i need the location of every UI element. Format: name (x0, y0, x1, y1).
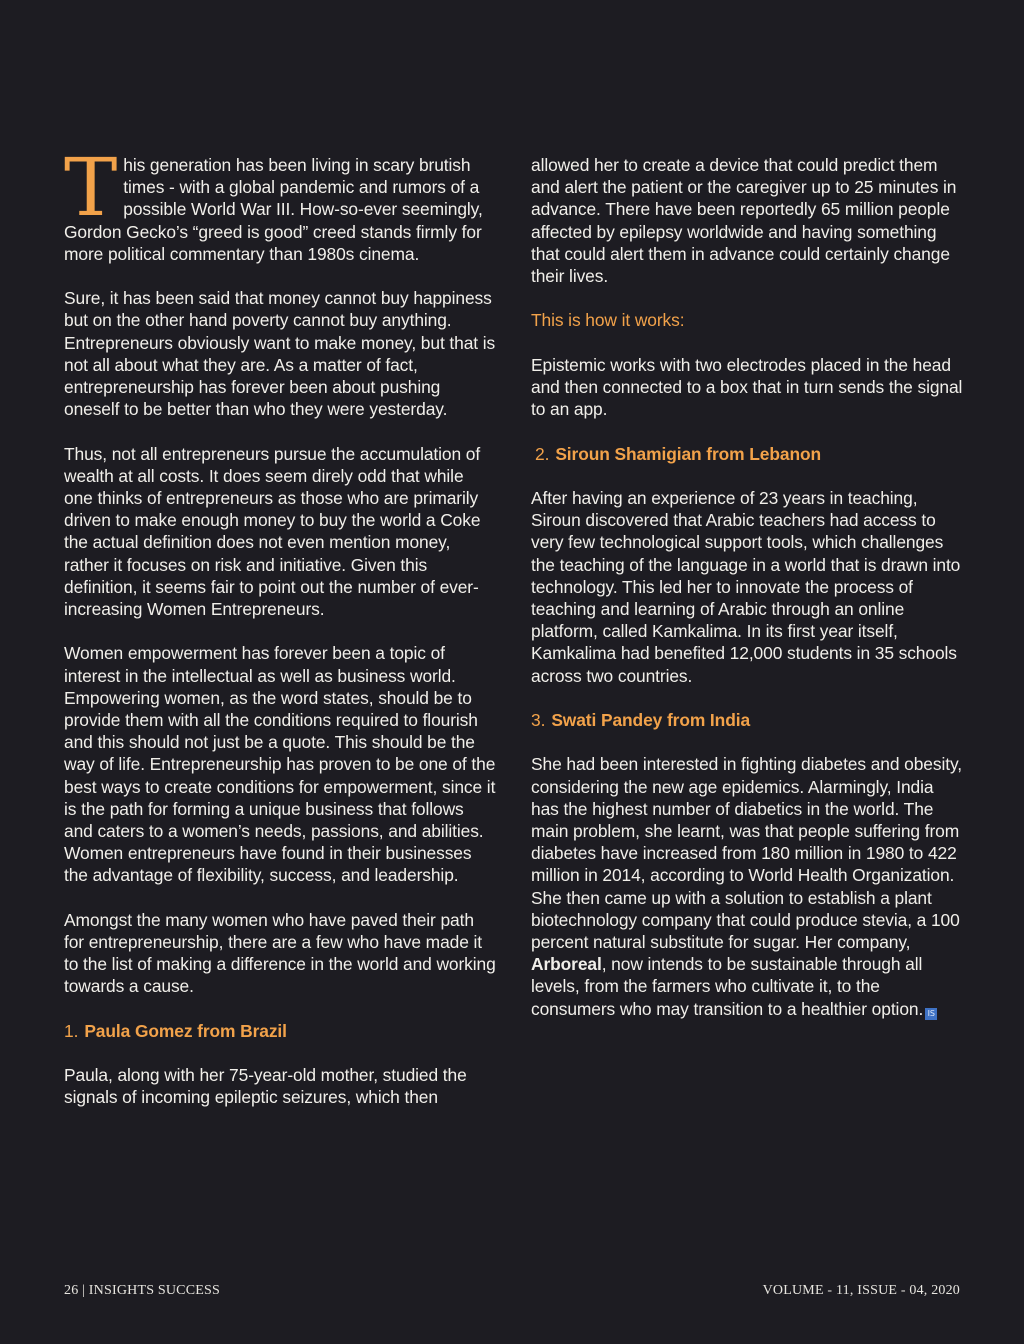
paragraph-swati-text-b: , now intends to be sustainable through all levels, from the farmers who cultivate it, to the consumers who may transition to a healthier option. (531, 954, 924, 1019)
how-it-works-label: This is how it works: (531, 310, 685, 331)
page-footer-left: 26 | INSIGHTS SUCCESS (64, 1283, 220, 1298)
paragraph-siroun: After having an experience of 23 years in teaching, Siroun discovered that Arabic teachers had access to very few technological support tools, which challenges the teaching of the language in a world that is drawn into technology. This led her to innovate the process of teaching and learning of Arabic through an online platform, called Kamkalima. In its first year itself, Kamkalima had benefited 12,000 students in 35 schools across two countries. (531, 487, 961, 686)
heading-siroun-shamigian (531, 443, 965, 465)
drop-cap: T (64, 141, 118, 234)
heading-number: 3. (531, 710, 546, 730)
paragraph-swati-text-a: She had been interested in fighting diabetes and obesity, considering the new age epidemics. Alarmingly, India has the highest number of diabetics in the world. The main problem, she learnt, was that people suffering from diabetes have increased from 180 million in 1980 to 422 million in 2014, according to World Health Organization. She then came up with a solution to establish a plant biotechnology company that could produce stevia, a 100 percent natural substitute for sugar. Her company, (531, 754, 962, 953)
heading-title: Swati Pandey from India (551, 710, 751, 730)
heading-number: 2. (535, 443, 550, 464)
paragraph-paula: Paula, along with her 75-year-old mother, studied the signals of incoming epileptic seizures, which then (64, 1065, 467, 1108)
paragraph-swati (531, 753, 965, 1019)
end-mark-icon: IS (925, 1008, 937, 1020)
heading-number: 1. (64, 1020, 79, 1041)
paragraph-empowerment: Women empowerment has forever been a topic of interest in the intellectual as well as business world. Empowering women, as the word states, should be to provide them with all the conditions required to flourish and this should not just be a quote. This should be the way of life. Entrepreneurship has proven to be one of the best ways to create conditions for empowerment, since it is the path for forming a unique business that follows and caters to a women’s needs, passions, and abilities. Women entrepreneurs have found in their businesses the advantage of flexibility, success, and leadership. (64, 643, 496, 886)
paragraph-epistemic: Epistemic works with two electrodes placed in the head and then connected to a box that in turn sends the signal to an app. (531, 354, 963, 420)
heading-swati-pandey (531, 709, 965, 731)
paragraph-money-happiness: Sure, it has been said that money cannot buy happiness but on the other hand poverty cannot buy anything. Entrepreneurs obviously want to make money, but that is not all about what they are. As a matter of fact, entrepreneurship has forever been about pushing oneself to be better than who they were yesterday. (64, 288, 496, 420)
paragraph-wealth: Thus, not all entrepreneurs pursue the accumulation of wealth at all costs. It does seem direly odd that while one thinks of entrepreneurs as those who are primarily driven to make enough money to buy the world a Coke the actual definition does not even mention money, rather it focuses on risk and initiative. Given this definition, it seems fair to point out the number of ever-increasing Women Entrepreneurs. (64, 443, 481, 620)
heading-paula-gomez (64, 1020, 496, 1042)
article-column-right (531, 154, 965, 1042)
paragraph-list-intro: Amongst the many women who have paved their path for entrepreneurship, there are a few who have made it to the list of making a difference in the world and working towards a cause. (64, 909, 496, 997)
page-footer-right: VOLUME - 11, ISSUE - 04, 2020 (762, 1283, 960, 1298)
paragraph-paula-continued: allowed her to create a device that could predict them and alert the patient or the caregiver up to 25 minutes in advance. There have been reportedly 65 million people affected by epilepsy worldwide and having something that could alert them in advance could certainly change their lives. (531, 155, 957, 287)
article-column-left (64, 141, 496, 1131)
company-name-arboreal: Arboreal (531, 954, 602, 975)
intro-paragraph (64, 141, 496, 265)
heading-title: Siroun Shamigian from Lebanon (555, 443, 822, 464)
intro-text: his generation has been living in scary brutish times - with a global pandemic and rumors of a possible World War III. How-so-ever seemingly, Gordon Gecko’s “greed is good” creed stands firmly for more political commentary than 1980s cinema. (64, 155, 483, 264)
heading-title: Paula Gomez from Brazil (84, 1020, 287, 1041)
